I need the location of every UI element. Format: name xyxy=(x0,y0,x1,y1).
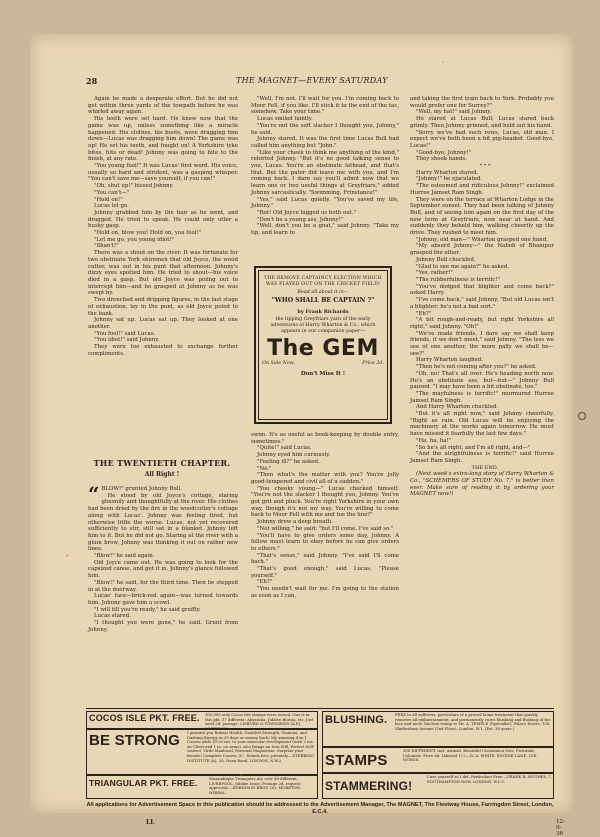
paragraph: "Oh, no! That's all over. He's heading north now. He's an obstinate ass, but—but—" Johnny Bull paused. "I may have been a bit obstinate, too." xyxy=(410,370,554,391)
chapter-subtitle: All Right ! xyxy=(144,471,180,478)
paragraph: and taking the first train back to York. Probably you would prefer one for Surrey?" xyxy=(410,96,554,109)
paragraph: There was a shout on the river. It was fortunate for two obstinate York shiremen that old Joyce, the wood cutter, was out in his punt that afternoon. Johnny's dizzy eyes spotted him. He tried to shout—his voice died in a gasp. But old Joyce was poling out to intercept him—and he grasped at Johnny as he was swept by. xyxy=(88,250,238,297)
paragraph: And Harry Wharton chuckled. xyxy=(416,404,499,411)
paragraph: "Ha, ha, ha!" xyxy=(416,437,452,444)
story-column-2-continued xyxy=(251,432,399,704)
paragraph: "That's good enough," said Lucas. "Please yourself." xyxy=(251,566,399,579)
paragraph: "Then what's the matter with you? You're jolly good-tempered and civil all of a sudden." xyxy=(251,472,399,485)
paragraph: Two drenched and dripping figures, in the last stage of exhaustion, lay in the punt, as old Joyce poled to the bank. xyxy=(88,297,238,317)
paragraph: "You idiot!" said Johnny. xyxy=(94,337,160,344)
the-end-label: THE END. xyxy=(471,464,499,471)
binding-hole-mark xyxy=(578,412,586,420)
paragraph: "So he's all right, and I'm all right, and—" xyxy=(416,444,531,451)
gem-dont-miss: Don't Miss It ! xyxy=(300,370,346,377)
ad-triangular-body: Mozambique Triangular Air, over 60 different. LIVERPOOL. Jubilee Issue, Postage 2d. request approvals.—ROBINSON BROS. (A), MORETON, WIRRAL. xyxy=(209,776,301,795)
paragraph: "I've come back," said Johnny. "But old Lucas isn't a blighter; he's not a bad sort." xyxy=(410,297,554,310)
paragraph: Lucas' face—brick-red again—was turned towards him. Johnny gave him a scowl. xyxy=(88,593,238,606)
paragraph: "You fool!" said Lucas. xyxy=(94,330,156,337)
paragraph: "Yes," said Lucas quietly. "You've saved my life, Johnny." xyxy=(251,196,399,210)
paragraph: "But it's all right now," said Johnny cheerfully. "Right as rain. Old Lucas will be enjoying the machinery at the works again tomorrow. He must have missed it fearfully the last few days." xyxy=(410,411,554,438)
ad-be-strong xyxy=(86,729,318,775)
paragraph: "Johnny!" he ejaculated. xyxy=(416,176,483,183)
section-break: * * * xyxy=(479,163,491,170)
paragraph: Johnny grabbed him by the hair as he went, and dragged. He tried to speak. He could only utter a husky gasp. xyxy=(88,209,238,230)
paragraph: "You needn't wait for me. I'm going to the station as soon as I can, xyxy=(251,586,399,599)
paragraph: "Hold on!" xyxy=(94,196,123,203)
paragraph: "Like your cheek to think me anything of the kind," retorted Johnny. "But it's no good talking sense to you, Lucas. You're an obstinate fathead, and that's that. But the pater did leave me with you, and I'm coming back. I dare say you'll admit now that we learn one or two useful things at Greyfriars," added Johnny sarcastically. "Swimming, Frinstance!" xyxy=(251,149,399,196)
gem-advert-box xyxy=(254,266,392,424)
ad-stamps-body: 300 DIFFERENT, incl. Airmail, Beautiful Uncommon Sets, Pictorials, Colonials. Price 6d. (Abroad 1/-).—W. A. WHITE, ENGINE LANE, LYE, WORCS. xyxy=(403,748,538,763)
drop-cap: “ xyxy=(88,482,100,506)
paragraph: They shook hands. xyxy=(416,156,467,163)
chapter-heading xyxy=(86,458,238,478)
paragraph: "Well, my hat!" said Johnny. xyxy=(416,109,492,116)
paragraph: "The mayfulness is terrific!" murmured Hurree Jamset Ram Singh. xyxy=(410,390,554,404)
paragraph: "Don't be a young ass, Johnny!" xyxy=(257,216,344,223)
paragraph: "Rot! Old Joyce lugged us both out." xyxy=(257,209,357,216)
paragraph: "Well, don't you be a goat," said Johnny. "Take my tip, and learn to xyxy=(251,223,399,237)
story-column-3 xyxy=(410,96,554,744)
ad-stamps xyxy=(322,747,554,773)
paragraph: "Sorry we've had such rows, Lucas, old man. I expect we've both been a bit pig-headed. Good-bye, Lucas!" xyxy=(410,129,554,149)
paragraph: Old Joyce came out. He was going to look for the capsized canoe, and get it in. Johnny's glance followed him. xyxy=(88,559,238,580)
running-title: THE MAGNET—EVERY SATURDAY xyxy=(236,76,388,85)
ad-strong-body: I promise you Robust Health, Doubled Strength, Stamina, and Dashing Energy in 30 days or money back! My amazing 4-in-1 Course adds 10-25 ins. to your muscular development (with 2 ins. on Chest and 1 in. on Arms), also brings an Iron Will, Perfect Self-control, Virile Manhood, Personal Magnetism. Surprise your friends! Complete Course, 5/-. Details free, privately.—STEBBING INSTITUTE (A), 28, Dean Road, LONDON, N.W.2. xyxy=(187,730,315,763)
chapter-title: THE TWENTIETH CHAPTER. xyxy=(93,458,231,468)
ad-stammering-body: Cure yourself as I did. Particulars Free.—FRANK B. HUGHES, 7, SOUTHAMPTON ROW, LONDON, W.C.1. xyxy=(427,774,553,784)
paragraph: "My absurd Johnny—" the Nabob of Bhanipur grasped the other. xyxy=(410,243,554,257)
issue-date: 12-9-36 xyxy=(556,819,566,837)
paragraph: Lucas stared. xyxy=(94,613,131,620)
gem-sale-row xyxy=(262,361,384,369)
paragraph: They were on the terrace at Wharton Lodge in the September sunset. They had been talking of Johnny Bull, and of seeing him again on the first day of the new term at Greyfriars, now near at hand. And suddenly they beheld him, walking cheerily up the drive. They rushed to meet him. xyxy=(410,196,554,237)
paragraph: "The rubberfulness is terrific!" xyxy=(416,276,500,283)
paragraph: "Blow!" he said, for the third time. Then he stepped in at the doorway. xyxy=(88,579,238,593)
paragraph: "Shan't!" xyxy=(94,243,119,250)
paragraph: "You've dodged that blighter and come back?" asked Harry. xyxy=(410,283,554,297)
paragraph: "Glad to see me again?" he asked. xyxy=(416,263,510,270)
gem-on-sale: On Sale Now. xyxy=(262,360,295,366)
story-column-2 xyxy=(251,96,399,253)
paragraph: Harry Wharton stared. xyxy=(416,169,479,176)
gem-description: the tipping Greyfriars yarn of the early adventures of Harry Wharton & Co., which appears in our companion paper— xyxy=(270,317,376,334)
advertisement-block xyxy=(86,708,554,801)
paragraph: They were too exhausted to exchange further compliments. xyxy=(88,344,238,357)
paragraph: BLOW!" grunted Johnny Bull. xyxy=(101,486,183,492)
paper-stain xyxy=(240,774,243,776)
paragraph: He stared at Lucas Bull; Lucas stared back grimly. Then Johnny grinned, and held out his hand. xyxy=(410,116,554,129)
paragraph: "You can't—" xyxy=(94,189,130,196)
paragraph: "Johnny, old man—" Wharton grasped one hand. xyxy=(416,236,548,243)
page-header xyxy=(86,76,526,88)
story-column-1 xyxy=(88,96,238,434)
paper-stain xyxy=(442,61,444,63)
paragraph: "Well, I'm not. I'll wait for you. I'm coming back to Moor Fell, if you like. I'll stick it to the end of the tac, somehow. Take your time." xyxy=(251,96,399,116)
ad-blushing-body: FREE to all sufferers, particulars of a proved home treatment that quickly removes all embarrassment, and permanently cures blushing and flushing of the face and neck. Enclose stamp to Mr. A. TEMPLE (Specialist), Palace House, 128, Shaftesbury Avenue (2nd Floor), London, W.1. (Est. 30 years.) xyxy=(395,712,551,731)
paragraph: "And the alrightfulness is terrific!" said Hurree Jamset Ram Singh. xyxy=(410,451,554,464)
paragraph: He stood by old Joyce's cottage, staring gloomily and thoughtfully at the river. His clothes had been dried by the fire in the woodcutter's cottage along with Lucas'. Johnny was feeling tired, but otherwise little the worse. Lucas, not yet recovered sufficiently to stir, still sat in a blanket. Johnny left him to it. But he did not go. Staring at the river with a glum brow, Johnny was thinking it out on rather new lines. xyxy=(88,492,238,553)
paragraph: "I thought you were gone," he said. Grunt from Johnny. xyxy=(88,620,238,633)
ad-blushing-title: BLUSHING. xyxy=(325,714,388,726)
ad-strong-title: BE STRONG xyxy=(89,732,180,749)
paragraph: His teeth were set hard. He knew now that the game was up, unless something like a miracle happened. His clothes, his boots, were dragging him down—Lucas was dragging him down! The game was up! He set his teeth, and fought on! A Yorkshire tyke bites, hits or dead! Johnny was going to bite to the finish, at any rate. xyxy=(88,116,238,163)
gem-author: by Frank Richards xyxy=(297,309,349,316)
paragraph: Harry Wharton laughed. xyxy=(416,357,483,364)
paragraph: "I will till you're ready," he said gruffly. xyxy=(94,606,201,613)
paragraph: "Let me go, you young idiot!" xyxy=(94,236,175,243)
gem-headline: THE REMOVE CAPTAINCY ELECTION WHICH WAS PLAYED OUT ON THE CRICKET FIELD! xyxy=(264,276,382,287)
paragraph: "Blow!" he said again. xyxy=(94,553,155,560)
paragraph: "You'll have to give orders some day, Johnny. A fellow must learn to obey before he can give orders to others." xyxy=(251,532,399,552)
paragraph: "Eh?" xyxy=(257,579,273,586)
ad-blushing xyxy=(322,711,554,747)
paragraph: "Not willing," he said; "but I'll come. I've said so." xyxy=(257,525,394,532)
gem-logo: The GEM xyxy=(267,335,379,361)
next-week-notice: (Next week's extra-long story of Harry Wharton & Co., "SCHEMERS OF STUDY No. 7," is better than ever. Make sure of reading it by ordering your MAGNET now!) xyxy=(410,471,554,498)
page-footer xyxy=(86,819,566,837)
paragraph: "Yes, rather!" xyxy=(416,270,453,277)
paragraph: Johnny drew a deep breath. xyxy=(257,519,333,526)
ad-cocos-title: COCOS ISLE PKT. FREE. xyxy=(89,713,200,723)
paragraph: "Oh, shut up!" hissed Johnny. xyxy=(94,183,174,190)
paragraph: Johnny Bull chuckled. xyxy=(416,256,476,263)
paragraph: Lucas let go. xyxy=(94,203,129,210)
paragraph: "You're not the soft slacker I thought you, Johnny," he said. xyxy=(251,122,399,136)
advertisement-notice: All applications for Advertisement Space in this publication should be addressed to the Advertisement Manager, The MAGNET, The Fleetway House, Farringdon Street, London, E.C.4. xyxy=(86,802,554,815)
gem-price: Price 2d. xyxy=(362,360,384,366)
ad-triangular-title: TRIANGULAR PKT. FREE. xyxy=(89,778,198,788)
gem-read-all: Read all about it in— xyxy=(297,290,349,296)
paragraph: "You cheeky young—" Lucas checked himself. "You're not the slacker I thought you, Johnny. You've got grit and pluck. You're right Yorkshire in your own way, though it's not my way. You're willing to come back to Moor Fell with me and toe the line?" xyxy=(251,485,399,519)
ad-cocos-isle xyxy=(86,711,318,729)
paragraph: "Eh?" xyxy=(416,310,432,317)
page-number: 28 xyxy=(86,76,98,86)
paragraph: swim. It's as useful as book-keeping by double entry, sometimes." xyxy=(251,432,399,445)
paragraph: "We've made friends. I dare say we shall keep friends, if we don't meet," said Johnny. "The less we see of one another, the more pally we shall be—see?" xyxy=(410,330,554,357)
paragraph: "The esteemed and ridiculous Johnny!" exclaimed Hurree Jamset Ram Singh. xyxy=(410,183,554,196)
paper-stain xyxy=(66,554,69,557)
paragraph: Johnny sat up. Lucas sat up. They looked at one another. xyxy=(88,317,238,330)
paragraph: "Feeling ill?" he asked. xyxy=(257,458,320,465)
ad-triangular xyxy=(86,775,318,799)
paragraph: "Hold on, blow you! Hold on, you fool!" xyxy=(94,230,202,237)
paragraph: "No." xyxy=(257,465,272,472)
print-code: LL xyxy=(146,819,155,826)
paragraph: Lucas smiled faintly. xyxy=(257,116,313,123)
paragraph: "A bit rough-and-ready, but right Yorkshire all right," said Johnny. "Oh!" xyxy=(410,317,554,330)
ad-stammering xyxy=(322,773,554,799)
paragraph: "That's sense," said Johnny. "I've said I'll come back." xyxy=(251,552,399,566)
paragraph: "Then he's not coming after you?" he asked. xyxy=(416,364,537,371)
paragraph: Again he made a desperate effort. But he did not get within three yards of the towpath before he was whirled away again. xyxy=(88,96,238,116)
ad-cocos-body: 100,000 only Cocos Isle stamps were issued. One is in this pkt. 37 different. Abyssinia, Jubilee Bosnia, etc. Just send 2d. postage. LISBURN & TOWNSEND (A.P.), LIVERPOOL. xyxy=(205,712,314,731)
paragraph: "You young fool!" It was Lucas' first word. His voice, usually so hard and strident, was a gasping whisper. "You can't save me—save yourself, if you can!" xyxy=(88,163,238,183)
paragraph: "Good-bye, Johnny!" xyxy=(416,149,472,156)
paragraph: Johnny eyed him curiously. xyxy=(257,452,331,459)
ad-stammering-title: STAMMERING! xyxy=(325,779,413,793)
paragraph: Johnny stared. It was the first time Lucas Bull had called him anything but "John." xyxy=(251,136,399,149)
magazine-page xyxy=(30,34,573,837)
story-column-1-continued xyxy=(88,482,238,704)
ad-stamps-title: STAMPS xyxy=(325,752,388,769)
gem-story-title: "WHO SHALL BE CAPTAIN ?" xyxy=(271,297,375,305)
paragraph: "Quite!" said Lucas. xyxy=(257,445,312,452)
